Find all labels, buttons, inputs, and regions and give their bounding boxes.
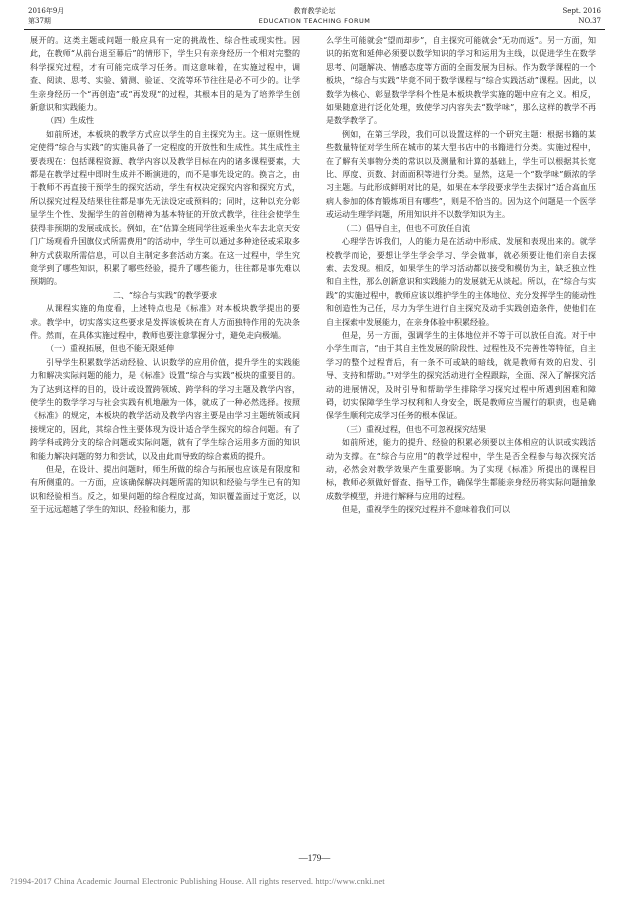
paragraph: 如前所述，本板块的教学方式应以学生的自主探究为主。这一原则性规定使得“综合与实践”的实施具备了一定程度的开放性和生成性。其生成性主要表现在：包括课程资源、教学内容以及教学目标在内的诸多课程要素，大都是在教学过程中即时生成并不断演进的，而不是事先设定的。换言之，由于教师不再直接干预学生的探究活动，学生有权决定探究内容和探究方式，所以探究过程及结果往往都是事先无法设定或预料的；同时，这种以充分彰显学生个性、发掘学生的首创精神为基本特征的开放式教学，往往会使学生获得非预期的发展或成长。例如，在“估算全班同学往返乘坐火车去北京天安门广场观看升国旗仪式所需费用”的活动中，学生可以通过多种途径或采取多种方式获取所需信息，可以自主制定多套活动方案。在这一过程中，学生究竟学到了哪些知识，积累了哪些经验，提升了哪些能力，往往都是事先难以预期的。: [30, 129, 300, 287]
paragraph: 心理学告诉我们，人的能力是在活动中形成、发展和表现出来的。就学校教学而论，要想让学生学会学习、学会做事，就必须要让他们亲自去探索、去发现。相反，如果学生的学习活动都以接受和模仿为主，缺乏独立性和自主性，那么创新意识和实践能力的发展就无从谈起。所以，在“综合与实践”的实施过程中，教师应该以维护学生的主体地位、充分发挥学生的能动性和创造性为己任，尽力为学生进行自主探究及动手实践创造条件，使他们在自主探索中发展能力，在亲身体验中积累经验。: [326, 237, 596, 327]
header-issue-right: NO.37: [578, 17, 601, 25]
right-column: [326, 34, 596, 517]
paragraph: 从课程实施的角度看，上述特点也是《标准》对本板块教学提出的要求。教学中，切实落实这些要求是发挥该板块在育人方面独特作用的先决条件。然而，在具体实施过程中，教师也要注意掌握分寸，避免走向极端。: [30, 304, 300, 340]
journal-title-en: EDUCATION TEACHING FORUM: [258, 17, 371, 25]
paragraph: 但是，另一方面，强调学生的主体地位并不等于可以放任自流。对于中小学生而言，“由于其自主性发展的阶段性、过程性及不完善性等特征，自主学习的整个过程背后，有一条不可或缺的暗线，就是教师有效的启发、引导、支持和帮助。”¹对学生的探究活动进行全程跟踪，全面、深入了解探究活动的进展情况，及时引导和帮助学生排除学习探究过程中所遇到困难和障碍，切实保障学生学习权利和人身安全，既是教师应当履行的职责，也是确保学生顺利完成学习任务的根本保证。: [326, 330, 596, 421]
header-journal: [24, 6, 605, 26]
section-heading: （四）生成性: [46, 116, 94, 126]
journal-title-cn: 教育教学论坛: [293, 7, 336, 15]
section-heading: （三）重视过程，但也不可忽视探究结果: [342, 424, 486, 434]
section-heading: 二、“综合与实践”的教学要求: [112, 290, 218, 300]
page-number: —179—: [298, 853, 331, 863]
header-issue-left: 第37期: [28, 17, 51, 25]
running-header: [24, 5, 605, 30]
header-date-right: Sept. 2016: [562, 7, 601, 15]
copyright-footer: ?1994-2017 China Academic Journal Electronic Publishing House. All rights reserved. http://www.cnki.net: [10, 876, 385, 886]
paragraph: 如前所述，能力的提升、经验的积累必须要以主体相应的认识或实践活动为支撑。在“综合与应用”的教学过程中，学生是否全程参与每次探究活动，必然会对教学效果产生重要影响。为了实现《标准》所提出的课程目标，教师必须做好督查、指导工作，确保学生都能亲身经历将实际问题抽象成数学模型，并进行解释与应用的过程。: [326, 438, 596, 501]
paragraph: 但是，重视学生的探究过程并不意味着我们可以: [342, 505, 510, 515]
left-column: [30, 34, 300, 517]
header-right: [563, 6, 602, 26]
paragraph: 例如，在第三学段，我们可以设置这样的一个研究主题：根据书籍的某些数量特征对学生所在城市的某大型书店中的书籍进行分类。实施过程中，在了解有关事物分类的常识以及测量和计算的基础上，学生可以根据其长宽比、厚度、页数、封面面积等进行分类。显然，这是一个“数学味”颇浓的学习主题。与此形成鲜明对比的是，如果在本学段要求学生去探讨“适合高血压病人参加的体育锻炼项目有哪些”，则是不恰当的。因为这个问题是一个医学或运动生理学问题，所用知识并不以数学知识为主。: [326, 129, 596, 220]
paragraph: 但是，在设计、提出问题时，师生所做的综合与拓展也应该是有限度和有所侧重的。一方面，应该确保解决问题所需的知识和经验与学生已有的知识和经验相当。反之，如果问题的综合程度过高，知识覆盖面过于宽泛，以至于远远超越了学生的知识、经验和能力，那: [30, 465, 300, 515]
paragraph: 么学生可能就会“望而却步”，自主探究可能就会“无功而返”。另一方面，知识的拓宽和延伸必须要以数学知识的学习和运用为主线，以促进学生在数学思考、问题解决、情感态度等方面的全面发展为目标。作为数学课程的一个板块，“综合与实践”毕竟不同于数学课程与“综合实践活动”课程。因此，以数学为核心、彰显数学学科个性是本板块教学实施的题中应有之义。相反，如果随意进行泛化处理，致使学习内容失去“数学味”，那么这样的教学不再是数学教学了。: [326, 36, 596, 126]
section-heading: （二）倡导自主，但也不可放任自流: [342, 223, 470, 233]
header-date-left: 2016年9月: [28, 7, 65, 15]
paragraph: 引导学生积累数学活动经验、认识数学的应用价值，提升学生的实践能力和解决实际问题的能力，是《标准》设置“综合与实践”板块的重要目的。为了达到这样的目的，设计或设置跨领域、跨学科的学习主题及教学内容，使学生的数学学习与社会实践有机地融为一体，就成了一种必然选择。按照《标准》的规定，本板块的教学活动及教学内容主要是由学习主题统领或间接规定的，因此，其综合性主要体现为设计适合学生探究的综合问题。有了跨学科或跨分支的综合问题或实际问题，就有了学生综合运用多方面的知识和能力解决问题的努力和尝试，以及由此而导致的综合素质的提升。: [30, 357, 300, 461]
paragraph: 展开的。这类主题或问题一般应具有一定的挑战性、综合性或现实性。因此，在教师“从前台退至幕后”的情形下，学生只有亲身经历一个相对完整的科学探究过程，才有可能完成学习任务。而这意味着，在实施过程中，调查、阅读、思考、实验、猜测、验证、交流等环节往往是必不可少的。让学生亲身经历一个“再创造”或“再发现”的过程，其根本目的是为了培养学生创新意识和实践能力。: [30, 36, 300, 113]
section-heading: （一）重视拓展，但也不能无限延伸: [46, 344, 174, 354]
